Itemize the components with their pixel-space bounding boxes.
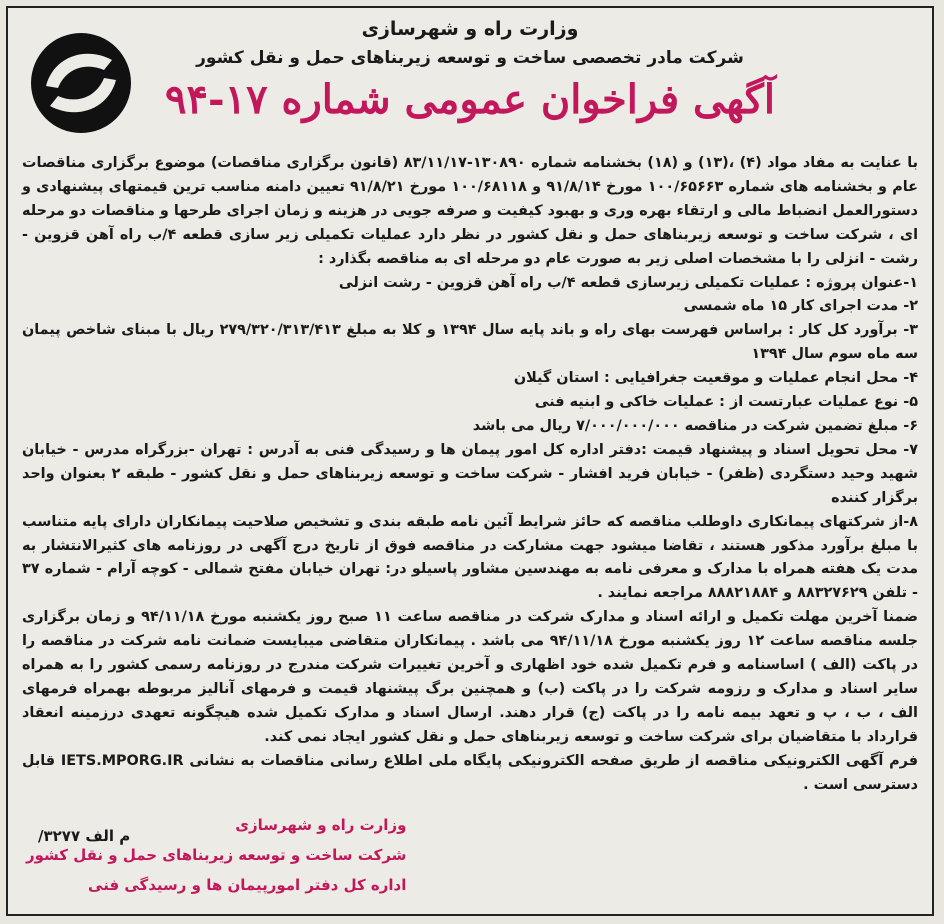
item-location: ۴- محل انجام عملیات و موقعیت جغرافیایی : استان گیلان: [513, 370, 918, 387]
item-estimate: ۳- برآورد کل کار : براساس فهرست بهای راه و باند پایه سال ۱۳۹۴ و کلا به مبلغ ۲۷۹/۳۲۰/۳۱۳/۴۱۳ ریال با مبنای شاخص پیمان سه ماه سوم سال ۱۳۹۴: [22, 322, 918, 363]
company-name: شرکت مادر تخصصی ساخت و توسعه زیربناهای حمل و نقل کشور: [196, 48, 744, 68]
footer-department: اداره کل دفتر امورپیمان ها و رسیدگی فنی: [88, 876, 407, 894]
ministry-name: وزارت راه و شهرسازی: [361, 18, 579, 40]
deadline-paragraph: ضمنا آخرین مهلت تکمیل و ارائه اسناد و مدارک شرکت در مناقصه ساعت ۱۱ صبح روز یکشنبه مورخ ۹۴/۱۱/۱۸ و زمان برگزاری جلسه مناقصه ساعت ۱۲ روز یکشنبه مورخ ۹۴/۱۱/۱۸ می باشد . پیمانکاران متقاضی میبایست ضمانت نامه شرکت در مناقصه را در پاکت (الف ) اساسنامه و فرم تکمیل شده خود اظهاری و آخرین تغییرات شرکت مندرج در روزنامه رسمی کشور را به همراه سایر اسناد و مدارک و رزومه شرکت را در پاکت (ب) و همچنین برگ پیشنهاد قیمت و فرمهای آنالیز مربوطه بهمراه فرمهای الف ، ب ، پ و تعهد بیمه نامه را در پاکت (ج) قرار دهند. ارسال اسناد و مدارک تکمیل شده هیچگونه تعهدی درزمینه انعقاد قرارداد با متقاضیان برای شرکت ساخت و توسعه زیربناهای حمل و نقل کشور ایجاد نمی کند.: [22, 609, 918, 745]
notice-frame: [6, 6, 934, 916]
website-paragraph: فرم آگهی الکترونیکی مناقصه از طریق صفحه الکترونیکی پایگاه ملی اطلاع رسانی مناقصات به نشانی IETS.MPORG.IR قابل دسترسی است .: [22, 752, 918, 793]
item-duration: ۲- مدت اجرای کار ۱۵ ماه شمسی: [683, 298, 918, 315]
notice-body: [22, 152, 918, 797]
notice-footer: [26, 810, 406, 900]
reference-number: م الف ۳۲۷۷/: [38, 827, 131, 845]
footer-ministry: وزارت راه و شهرسازی: [235, 816, 407, 834]
notice-header: [158, 14, 782, 128]
item-project-title: ۱-عنوان پروژه : عملیات تکمیلی زیرسازی قطعه ۴/ب راه آهن قزوین - رشت انزلی: [338, 274, 918, 291]
item-delivery-address: ۷- محل تحویل اسناد و پیشنهاد قیمت :دفتر اداره کل امور پیمان ها و رسیدگی فنی به آدرس : تهران -بزرگراه مدرس - خیابان شهید وحید دستگردی (ظفر) - خیابان فرید افشار - شرکت ساخت و توسعه زیربناهای حمل و نقل کشور - طبقه ۲ بعنوان واحد برگزار کننده: [22, 441, 918, 506]
item-guarantee: ۶- مبلغ تضمین شرکت در مناقصه ۷/۰۰۰/۰۰۰/۰۰۰ ریال می باشد: [472, 417, 918, 434]
notice-title: آگهی فراخوان عمومی شماره ۱۷-۹۴: [165, 76, 775, 123]
item-contractors: ۸-از شرکتهای پیمانکاری داوطلب مناقصه که حائز شرایط آئین نامه طبقه بندی و تشخیص صلاحیت پیمانکاران دارای پایه متناسب با مبلغ برآورد مذکور هستند ، تقاضا میشود جهت مشارکت در مناقصه فوق از تاریخ درج آگهی در روزنامه های کثیرالانتشار به مدت یک هفته همراه با مدارک و معرفی نامه به مهندسین مشاور پاسیلو در: تهران خیابان مفتح شمالی - کوچه آرام - شماره ۳۷ - تلفن ۸۸۳۲۷۶۲۹ و ۸۸۸۲۱۸۸۴ مراجعه نمایند .: [22, 513, 918, 602]
company-logo-icon: [26, 28, 136, 138]
item-operation-type: ۵- نوع عملیات عبارتست از : عملیات خاکی و ابنیه فنی: [534, 394, 918, 411]
footer-company: شرکت ساخت و توسعه زیربناهای حمل و نقل کشور: [26, 846, 407, 864]
intro-paragraph: با عنایت به مفاد مواد (۴) ،(۱۳) و (۱۸) بخشنامه شماره ۱۳۰۸۹۰-۸۳/۱۱/۱۷ (قانون برگزاری مناقصات) موضوع برگزاری مناقصات عام و بخشنامه های شماره ۱۰۰/۶۵۶۶۳ مورخ ۹۱/۸/۱۴ و ۱۰۰/۶۸۱۱۸ مورخ ۹۱/۸/۲۱ تعیین دامنه مناسب ترین قیمتهای پیشنهادی و دستورالعمل انضباط مالی و ارتقاء بهره وری و بهبود کیفیت و صرفه جویی در هزینه و زمان اجرای طرحها و مناقصات دو مرحله ای ، شرکت ساخت و توسعه زیربناهای حمل و نقل کشور در نظر دارد عملیات تکمیلی زیر سازی قطعه ۴/ب راه آهن قزوین - رشت - انزلی را با مشخصات اصلی زیر به صورت عام دو مرحله ای به مناقصه بگذارد :: [22, 155, 919, 267]
